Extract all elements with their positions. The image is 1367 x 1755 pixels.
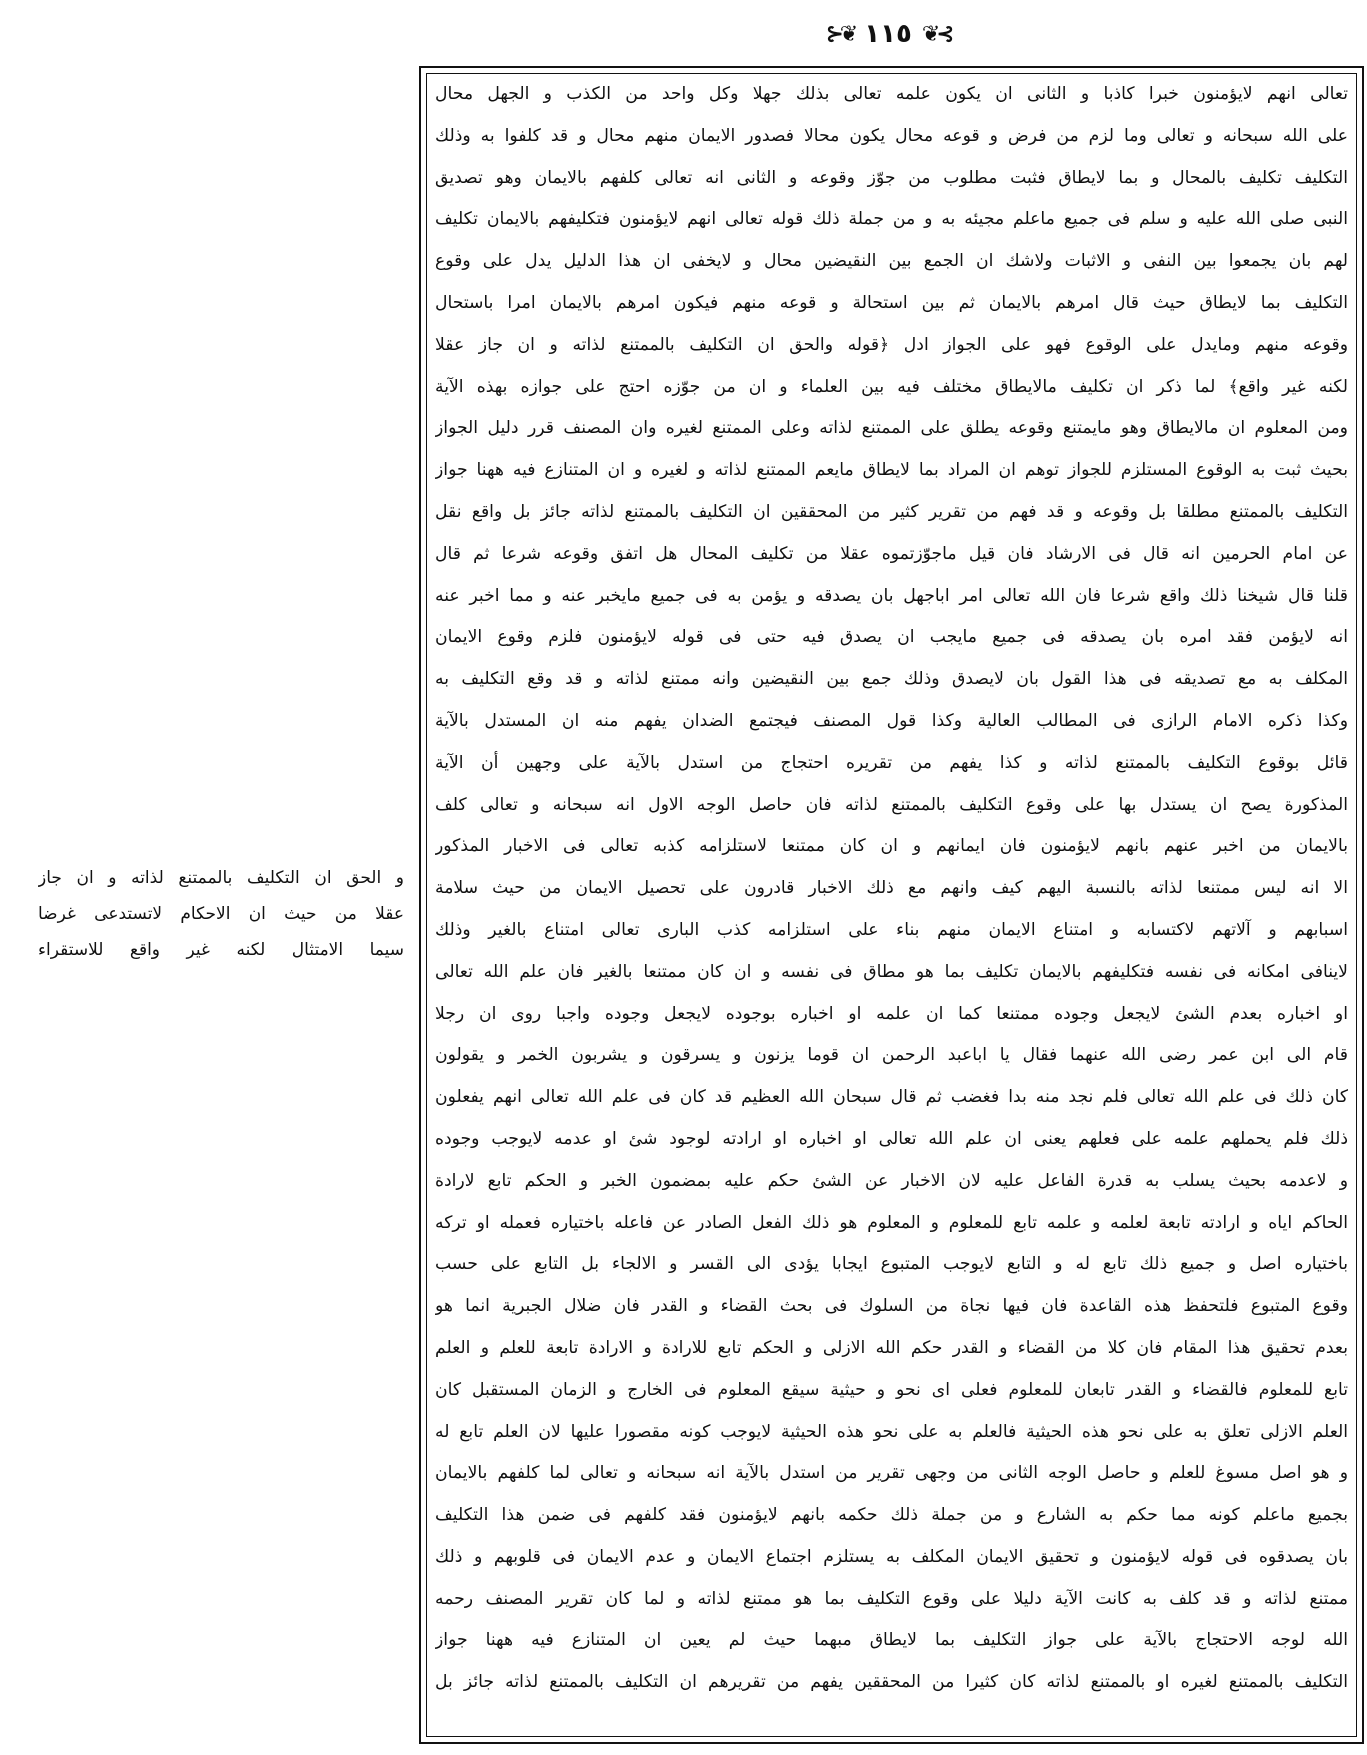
text-line: بجميع ماعلم كونه مما حكم به الشارع و من جملة ذلك حكمه بانهم لايؤمنون فقد كلفهم فى ضمن هذا التكليف bbox=[435, 1505, 1348, 1526]
text-line: او اخباره بعدم الشئ لايجعل وجوده ممتنعا كما ان علمه او اخباره بوجوده لايجعل وجوده واجبا روى ان رجلا bbox=[435, 1003, 1348, 1024]
text-line: لاينافى امكانه فى نفسه فتكليفهم بالايمان تكليف بما هو مطاق فى نفسه و ان كان ممتنعا بالغير فان علم الله تعالى bbox=[435, 961, 1348, 982]
text-line: الا انه ليس ممتنعا لذاته بالنسبة اليهم كيف وانهم مع ذلك الاخبار قادرون على تحصيل الايمان من حيث سلامة bbox=[435, 878, 1348, 899]
page-header bbox=[808, 12, 968, 56]
ornament-left: ❦⊰ bbox=[825, 21, 855, 47]
text-line: الحاكم اياه و ارادته تابعة لعلمه و علمه تابع للمعلوم و المعلوم هو ذلك الفعل الصادر عن فاعله باختياره فعمله او تركه bbox=[435, 1212, 1348, 1233]
page-number: ١١٥ bbox=[864, 19, 912, 49]
text-line: و لاعدمه بحيث يسلب به قدرة الفاعل عليه لان الاخبار عن الشئ حكم عليه بمضمون الخبر و الحكم تابع لارادة bbox=[435, 1170, 1348, 1191]
text-line: النبى صلى الله عليه و سلم فى جميع ماعلم مجيئه به و من جملة ذلك قوله تعالى انهم لايؤمنون فتكليفهم بالايمان تكليف bbox=[435, 209, 1348, 230]
text-line: المكلف به مع تصديقه فى هذا القول بان لايصدق وذلك جمع بين النقيضين وانه ممتنع لذاته و قد وقع التكليف به bbox=[435, 669, 1348, 690]
text-line: التكليف بالممتنع لغيره او بالممتنع لذاته كان كثيرا من المحققين يفهم من تقريرهم ان التكليف بالممتنع لذاته جائز بل bbox=[435, 1672, 1348, 1693]
text-line: كان ذلك فى علم الله تعالى فلم نجد منه بدا فغضب ثم قال سبحان الله العظيم قد كان فى علم الله تعالى انهم يفعلون bbox=[435, 1087, 1348, 1108]
text-line: بان يصدقوه فى قوله لايؤمنون و تحقيق الايمان المكلف به يستلزم اجتماع الايمان و عدم الايمان فى قلوبهم و ذلك bbox=[435, 1546, 1348, 1567]
text-line: على الله سبحانه و تعالى وما لزم من فرض و قوعه محال يكون محالا فصدور الايمان منهم محال و قد كلفوا به وذلك bbox=[435, 125, 1348, 146]
text-line: ذلك فلم يحملهم علمه على فعلهم يعنى ان علم الله تعالى او اخباره او ارادته لوجود شئ او عدمه لايوجب وجوده bbox=[435, 1128, 1348, 1149]
text-line: وكذا ذكره الامام الرازى فى المطالب العالية وكذا قول المصنف فيجتمع الضدان يفهم منه ان المستدل بالآية bbox=[435, 710, 1348, 731]
text-line: قام الى ابن عمر رضى الله عنهما فقال يا اباعبد الرحمن ان قوما يزنون و يسرقون و يشربون الخمر و يقولون bbox=[435, 1045, 1348, 1066]
text-line: تابع للمعلوم فالقضاء و القدر تابعان للمعلوم فعلى اى نحو و حيثية سيقع المعلوم فى الخارج و الزمان المستقبل كان bbox=[435, 1379, 1348, 1400]
text-line: قائل بوقوع التكليف بالممتنع لذاته و كذا يفهم من تقريره احتجاج من استدل بالآية على وجهين أن الآية bbox=[435, 752, 1348, 773]
text-line: وقوعه منهم ومايدل على الوقوع فهو على الجواز ادل ﴿قوله والحق ان التكليف بالممتنع لذاته و ان جاز عقلا bbox=[435, 334, 1348, 355]
text-line: اسبابهم و آلاتهم لاكتسابه و امتناع الايمان منهم بناء على استلزامه كذب البارى تعالى امتناع بالغير وذلك bbox=[435, 919, 1348, 940]
text-line: التكليف تكليف بالمحال و بما لايطاق فثبت مطلوب من جوّز وقوعه و الثانى انه تعالى كلفهم بالايمان وهو تصديق bbox=[435, 167, 1348, 188]
text-line: لهم بان يجمعوا بين النفى و الاثبات ولاشك ان الجمع بين النقيضين محال و لايخفى ان هذا الدليل يدل على وقوع bbox=[435, 251, 1348, 272]
text-line: عن امام الحرمين انه قال فى الارشاد فان قيل ماجوّزتموه عقلا من تكليف المحال هل اتفق وقوعه شرعا ثم قال bbox=[435, 543, 1348, 564]
text-frame bbox=[419, 66, 1364, 1744]
text-line: وقوع المتبوع فلتحفظ هذه القاعدة فان فيها نجاة من السلوك فى بحث القضاء و القدر فان ضلال الجبرية انما هو bbox=[435, 1296, 1348, 1317]
text-line: ممتنع لذاته و قد كلف به كانت الآية دليلا على وقوع التكليف بما هو ممتنع لذاته و لما كان تقرير المصنف رحمه bbox=[435, 1588, 1348, 1609]
text-line: انه لايؤمن فقد امره بان يصدقه فى جميع مايجب ان يصدق فيه حتى فى قوله لايؤمنون فلزم وقوع الايمان bbox=[435, 627, 1348, 648]
main-commentary-text bbox=[435, 74, 1348, 1704]
margin-note-line: و الحق ان التكليف بالممتنع لذاته و ان جاز bbox=[38, 868, 404, 888]
text-line: بحيث ثبت به الوقوع المستلزم للجواز توهم ان المراد بما لايطاق مايعم الممتنع لذاته و لغيره و ان المتنازع فيه ههنا جواز bbox=[435, 460, 1348, 481]
text-line: التكليف بما لايطاق حيث قال امرهم بالايمان ثم بين استحالة و قوعه منهم فيكون امرهم بالايمان امرا باستحال bbox=[435, 292, 1348, 313]
margin-note-line: عقلا من حيث ان الاحكام لاتستدعى غرضا bbox=[38, 904, 404, 924]
text-line: التكليف بالممتنع مطلقا بل وقوعه و قد فهم من تقرير كثير من المحققين ان التكليف بالممتنع لذاته جائز بل واقع نقل bbox=[435, 501, 1348, 522]
text-line: العلم الازلى تعلق به على نحو هذه الحيثية فالعلم به على نحو هذه الحيثية لايوجب كونه مقصورا عليها لان العلم تابع له bbox=[435, 1421, 1348, 1442]
text-line: و هو اصل مسوغ للعلم و حاصل الوجه الثانى من وجهى تقرير من استدل بالآية انه سبحانه و تعالى لما كلفهم بالايمان bbox=[435, 1463, 1348, 1484]
text-line: ومن المعلوم ان مالايطاق وهو مايمتنع وقوعه يطلق على الممتنع لذاته وعلى الممتنع لغيره وان المصنف قرر دليل الجواز bbox=[435, 418, 1348, 439]
text-line: تعالى انهم لايؤمنون خبرا كاذبا و الثانى ان يكون علمه تعالى بذلك جهلا وكل واحد من الكذب و الجهل محال bbox=[435, 84, 1348, 104]
text-line: لكنه غير واقع﴾ لما ذكر ان تكليف مالايطاق مختلف فيه بين العلماء و ان من جوّزه احتج على جوازه بهذه الآية bbox=[435, 376, 1348, 397]
text-line: قلنا قال شيخنا ذلك واقع شرعا فان الله تعالى امر اباجهل بان يصدقه و يؤمن به فى جميع مايخبر عنه و مما اخبر عنه bbox=[435, 585, 1348, 606]
text-line: بعدم تحقيق هذا المقام فان كلا من القضاء و القدر حكم الله الازلى و الحكم تابع للارادة و الارادة تابعة للعلم و العلم bbox=[435, 1337, 1348, 1358]
text-line: الله لوجه الاحتجاج بالآية على جواز التكليف بما لايطاق مبهما حيث لم يعين ان المتنازع فيه ههنا جواز bbox=[435, 1630, 1348, 1651]
ornament-right: ⊱❦ bbox=[921, 21, 951, 47]
margin-note-line: سيما الامتثال لكنه غير واقع للاستقراء bbox=[38, 940, 404, 960]
text-line: المذكورة يصح ان يستدل بها على وقوع التكليف بالممتنع لذاته فان حاصل الوجه الاول انه سبحانه و تعالى كلف bbox=[435, 794, 1348, 815]
margin-note bbox=[38, 860, 404, 968]
text-line: بالايمان من اخبر عنهم بانهم لايؤمنون فان ايمانهم و ان كان ممتنعا لاستلزامه كذبه تعالى فى الاخبار المذكور bbox=[435, 836, 1348, 857]
text-line: باختياره اصل و جميع ذلك تابع له و التابع لايوجب المتبوع ايجابا يؤدى الى القسر و الالجاء بل التابع على حسب bbox=[435, 1254, 1348, 1275]
